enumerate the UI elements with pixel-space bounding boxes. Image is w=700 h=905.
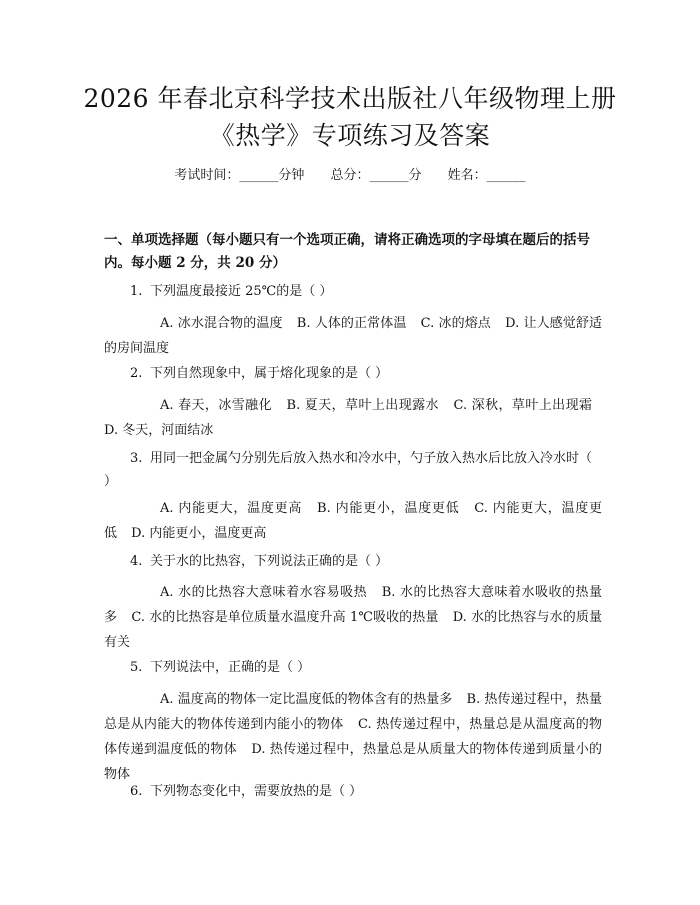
question-options bbox=[104, 393, 602, 443]
option-a: A. 温度高的物体一定比温度低的物体含有的热量多 bbox=[160, 692, 453, 707]
question-options bbox=[104, 687, 602, 787]
exam-info bbox=[0, 166, 700, 186]
question-stem bbox=[104, 447, 602, 493]
score-blank: ______ bbox=[369, 168, 409, 183]
question-number: 1. bbox=[130, 284, 143, 299]
option-d: D. 水的比热容与水的质量有关 bbox=[104, 610, 602, 650]
score-label: 总分： bbox=[330, 168, 370, 183]
name-label: 姓名： bbox=[447, 168, 487, 183]
question-stem bbox=[104, 658, 602, 678]
option-c: C. 水的比热容是单位质量水温度升高 1℃吸收的热量 bbox=[131, 610, 439, 625]
question-options bbox=[104, 580, 602, 655]
question-number: 4. bbox=[130, 554, 143, 569]
question-number: 6. bbox=[130, 784, 143, 799]
option-d: D. 冬天，河面结冰 bbox=[104, 423, 214, 438]
time-blank: ______ bbox=[239, 168, 279, 183]
question-text: 下列自然现象中，属于熔化现象的是（ ） bbox=[150, 366, 389, 381]
option-a: A. 水的比热容大意味着水容易吸热 bbox=[160, 585, 368, 600]
name-blank: ______ bbox=[486, 168, 526, 183]
option-d: D. 内能更小，温度更高 bbox=[131, 526, 267, 541]
question-options bbox=[104, 496, 602, 546]
option-b: B. 内能更小，温度更低 bbox=[317, 501, 460, 516]
option-a: A. 冰水混合物的温度 bbox=[160, 316, 283, 331]
option-c: C. 冰的熔点 bbox=[420, 316, 491, 331]
question-number: 5. bbox=[130, 660, 143, 675]
question-text: 下列说法中，正确的是（ ） bbox=[150, 660, 311, 675]
document-title: 2026 年春北京科学技术出版社八年级物理上册《热学》专项练习及答案 bbox=[83, 84, 617, 150]
section-header: 一、单项选择题（每小题只有一个选项正确，请将正确选项的字母填在题后的括号内。每小题 2 分，共 20 分） bbox=[104, 232, 590, 271]
question-options bbox=[104, 311, 602, 361]
option-c: C. 深秋，草叶上出现霜 bbox=[453, 398, 593, 413]
question-text: 下列温度最接近 25℃的是（ ） bbox=[150, 284, 333, 299]
option-c: C. 内能更大，温度更低 bbox=[104, 501, 603, 541]
question-stem bbox=[104, 552, 602, 572]
question-number: 3. bbox=[130, 451, 143, 466]
question-text: 关于水的比热容，下列说法正确的是（ ） bbox=[150, 554, 389, 569]
option-b: B. 热传递过程中，热量总是从内能大的物体传递到内能小的物体 bbox=[104, 692, 603, 732]
time-label: 考试时间： bbox=[174, 168, 240, 183]
question-stem bbox=[104, 282, 602, 302]
option-c: C. 热传递过程中，热量总是从温度高的物体传递到温度低的物体 bbox=[104, 717, 603, 757]
option-a: A. 内能更大，温度更高 bbox=[160, 501, 303, 516]
question-stem bbox=[104, 364, 602, 384]
time-unit: 分钟 bbox=[278, 168, 305, 183]
option-b: B. 夏天，草叶上出现露水 bbox=[286, 398, 439, 413]
question-stem bbox=[104, 782, 602, 802]
option-b: B. 人体的正常体温 bbox=[296, 316, 407, 331]
option-d: D. 让人感觉舒适的房间温度 bbox=[104, 316, 602, 356]
question-text: 下列物态变化中，需要放热的是（ ） bbox=[150, 784, 363, 799]
option-b: B. 水的比热容大意味着水吸收的热量多 bbox=[104, 585, 602, 625]
question-text: 用同一把金属勺分别先后放入热水和冷水中，勺子放入热水后比放入冷水时（ ） bbox=[104, 451, 593, 489]
score-unit: 分 bbox=[408, 168, 422, 183]
question-number: 2. bbox=[130, 366, 143, 381]
option-d: D. 热传递过程中，热量总是从质量大的物体传递到质量小的物体 bbox=[104, 742, 602, 782]
option-a: A. 春天，冰雪融化 bbox=[160, 398, 272, 413]
